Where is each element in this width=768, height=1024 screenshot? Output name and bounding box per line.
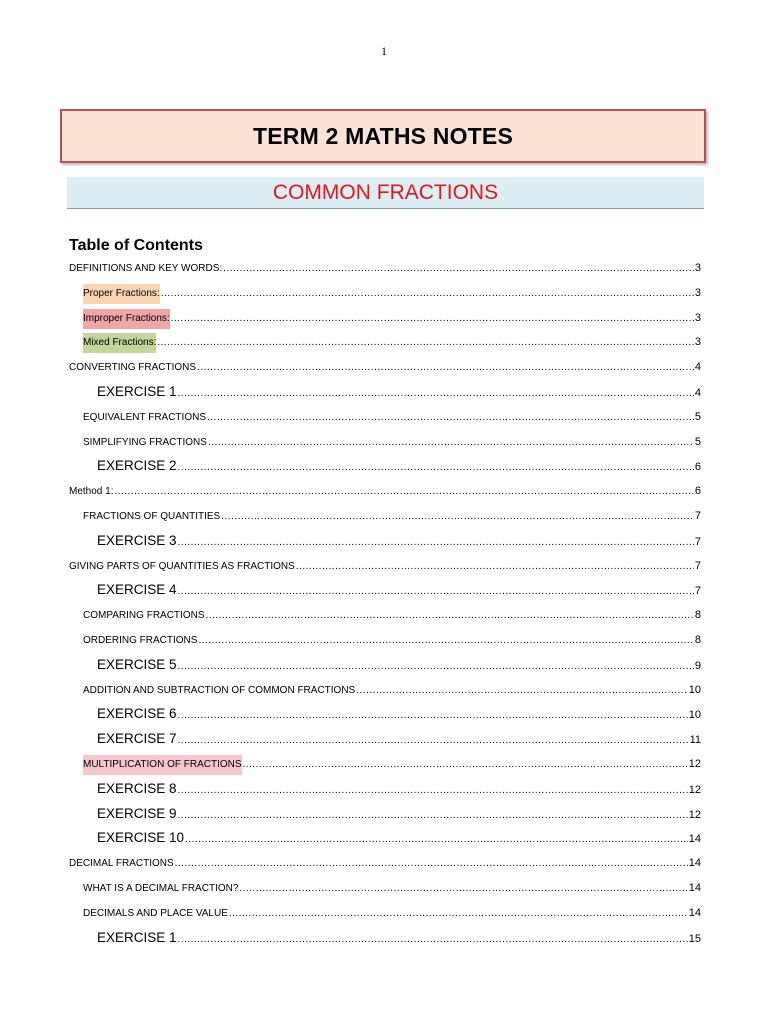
dot-leader: [178, 458, 694, 478]
toc-entry[interactable]: [97, 531, 701, 551]
toc-entry-label: EXERCISE 7: [97, 731, 177, 747]
toc-entry-label: MULTIPLICATION OF FRACTIONS: [83, 755, 242, 775]
toc-entry-page: 10: [688, 709, 701, 722]
toc-entry-label: Method 1:: [69, 486, 114, 498]
toc-entry-label: COMPARING FRACTIONS: [83, 610, 205, 622]
dot-leader: [221, 507, 694, 527]
dot-leader: [178, 657, 694, 677]
toc-entry-page: 14: [688, 882, 701, 894]
dot-leader: [208, 433, 694, 453]
toc-entry[interactable]: [97, 456, 701, 476]
toc-entry[interactable]: [97, 804, 701, 824]
page-number: 1: [381, 44, 387, 58]
toc-entry[interactable]: [69, 853, 701, 873]
toc-entry-label: SIMPLIFYING FRACTIONS: [83, 436, 207, 448]
toc-entry-page: 6: [694, 461, 701, 474]
document-title: TERM 2 MATHS NOTES: [252, 122, 513, 149]
toc-entry-page: 4: [694, 361, 701, 374]
dot-leader: [178, 806, 688, 826]
toc-entry-page: 3: [694, 262, 701, 274]
toc-entry-page: 7: [694, 559, 701, 572]
dot-leader: [178, 582, 694, 602]
toc-entry-label: DECIMAL FRACTIONS: [69, 858, 174, 870]
toc-entry-label: GIVING PARTS OF QUANTITIES AS FRACTIONS: [69, 560, 295, 572]
toc-entry[interactable]: [83, 878, 701, 898]
toc-entry-label: Mixed Fractions:: [83, 333, 156, 353]
title-box: [60, 109, 706, 163]
toc-entry-page: 12: [688, 808, 701, 821]
toc-entry-page: 12: [688, 758, 701, 770]
toc-entry-page: 14: [688, 833, 701, 846]
toc-entry-label: ORDERING FRACTIONS: [83, 635, 198, 646]
toc-entry[interactable]: [97, 704, 701, 724]
toc-entry-page: 6: [694, 485, 701, 498]
toc-entry-page: 14: [688, 857, 701, 870]
dot-leader: [205, 606, 693, 626]
toc-entry-page: 8: [694, 634, 701, 646]
toc-entry-page: 7: [694, 510, 701, 522]
toc-entry-label: ADDITION AND SUBTRACTION OF COMMON FRACTIONS: [83, 684, 356, 696]
toc-entry-label: WHAT IS A DECIMAL FRACTION?: [83, 883, 239, 894]
toc-entry-page: 4: [694, 387, 701, 399]
toc-entry[interactable]: [83, 680, 701, 700]
dot-leader: [223, 259, 694, 279]
toc-entry-label: FRACTIONS OF QUANTITIES: [83, 511, 221, 522]
toc-entry-label: EXERCISE 2: [97, 458, 177, 474]
toc-entry[interactable]: [97, 729, 701, 749]
toc-entry[interactable]: [97, 928, 701, 948]
toc-entry-page: 15: [688, 932, 701, 945]
dot-leader: [171, 309, 694, 329]
toc-entry-page: 9: [694, 659, 701, 672]
dot-leader: [207, 408, 694, 428]
dot-leader: [175, 854, 688, 874]
toc-entry[interactable]: [83, 630, 701, 650]
dot-leader: [243, 755, 688, 775]
toc-entry[interactable]: [97, 655, 701, 675]
toc-heading: Table of Contents: [69, 237, 203, 254]
toc-entry[interactable]: [69, 258, 701, 278]
dot-leader: [178, 930, 688, 950]
toc-entry[interactable]: [83, 605, 701, 625]
toc-entry[interactable]: [97, 580, 701, 600]
subtitle-box: [67, 177, 704, 209]
toc-entry-page: 3: [694, 311, 701, 324]
toc-entry-label: Proper Fractions:: [83, 284, 160, 304]
toc-entry[interactable]: [69, 556, 701, 576]
toc-entry-page: 3: [694, 286, 701, 299]
toc-entry[interactable]: [83, 283, 701, 303]
dot-leader: [178, 731, 689, 751]
toc-entry[interactable]: [97, 828, 701, 848]
toc-entry-page: 5: [694, 435, 701, 448]
toc-entry-label: EXERCISE 5: [97, 656, 177, 672]
toc-entry[interactable]: [83, 903, 701, 923]
toc-entry-label: EXERCISE 4: [97, 582, 177, 598]
toc-entry-page: 7: [694, 535, 701, 548]
toc-entry-label: EXERCISE 3: [97, 532, 177, 548]
dot-leader: [157, 333, 694, 353]
dot-leader: [178, 781, 688, 801]
toc-entry-label: Improper Fractions:: [83, 309, 170, 329]
toc-entry-label: EXERCISE 10: [97, 830, 185, 846]
toc-entry-page: 8: [694, 609, 701, 622]
dot-leader: [185, 830, 688, 850]
dot-leader: [356, 681, 688, 701]
toc-entry[interactable]: [83, 506, 701, 526]
toc-entry-page: 7: [694, 585, 701, 598]
toc-entry-label: EQUIVALENT FRACTIONS: [83, 411, 206, 423]
document-subtitle: COMMON FRACTIONS: [272, 180, 499, 204]
toc-entry-label: EXERCISE 1: [97, 929, 177, 945]
dot-leader: [178, 706, 688, 726]
dot-leader: [178, 533, 694, 553]
dot-leader: [198, 631, 693, 651]
toc-entry-page: 12: [688, 783, 701, 796]
toc-entry[interactable]: [83, 407, 701, 427]
dot-leader: [239, 879, 687, 899]
toc-entry-label: EXERCISE 8: [97, 780, 177, 796]
toc-entry[interactable]: [83, 308, 701, 328]
toc-entry[interactable]: [83, 432, 701, 452]
toc-entry[interactable]: [97, 382, 701, 402]
toc-entry-page: 3: [694, 336, 701, 349]
toc-entry[interactable]: [69, 481, 701, 501]
toc-entry-page: 14: [688, 906, 701, 919]
toc-entry[interactable]: [69, 357, 701, 377]
toc-entry-label: EXERCISE 1: [97, 384, 177, 399]
dot-leader: [178, 384, 694, 404]
toc-entry-page: 10: [688, 683, 701, 696]
toc-entry-label: EXERCISE 6: [97, 706, 177, 722]
toc-entry-label: EXERCISE 9: [97, 805, 177, 821]
toc-entry-label: DEFINITIONS AND KEY WORDS:: [69, 263, 223, 274]
dot-leader: [114, 482, 693, 502]
dot-leader: [161, 284, 694, 304]
dot-leader: [229, 904, 688, 924]
toc-entry-label: CONVERTING FRACTIONS: [69, 362, 197, 374]
toc-entry-page: 5: [694, 410, 701, 423]
toc-entry[interactable]: [97, 779, 701, 799]
dot-leader: [296, 557, 694, 577]
toc-entry[interactable]: [83, 754, 701, 774]
toc-entry-label: DECIMALS AND PLACE VALUE: [83, 907, 228, 919]
toc-entry-page: 11: [689, 734, 701, 747]
dot-leader: [197, 358, 694, 378]
toc-entry[interactable]: [83, 332, 701, 352]
